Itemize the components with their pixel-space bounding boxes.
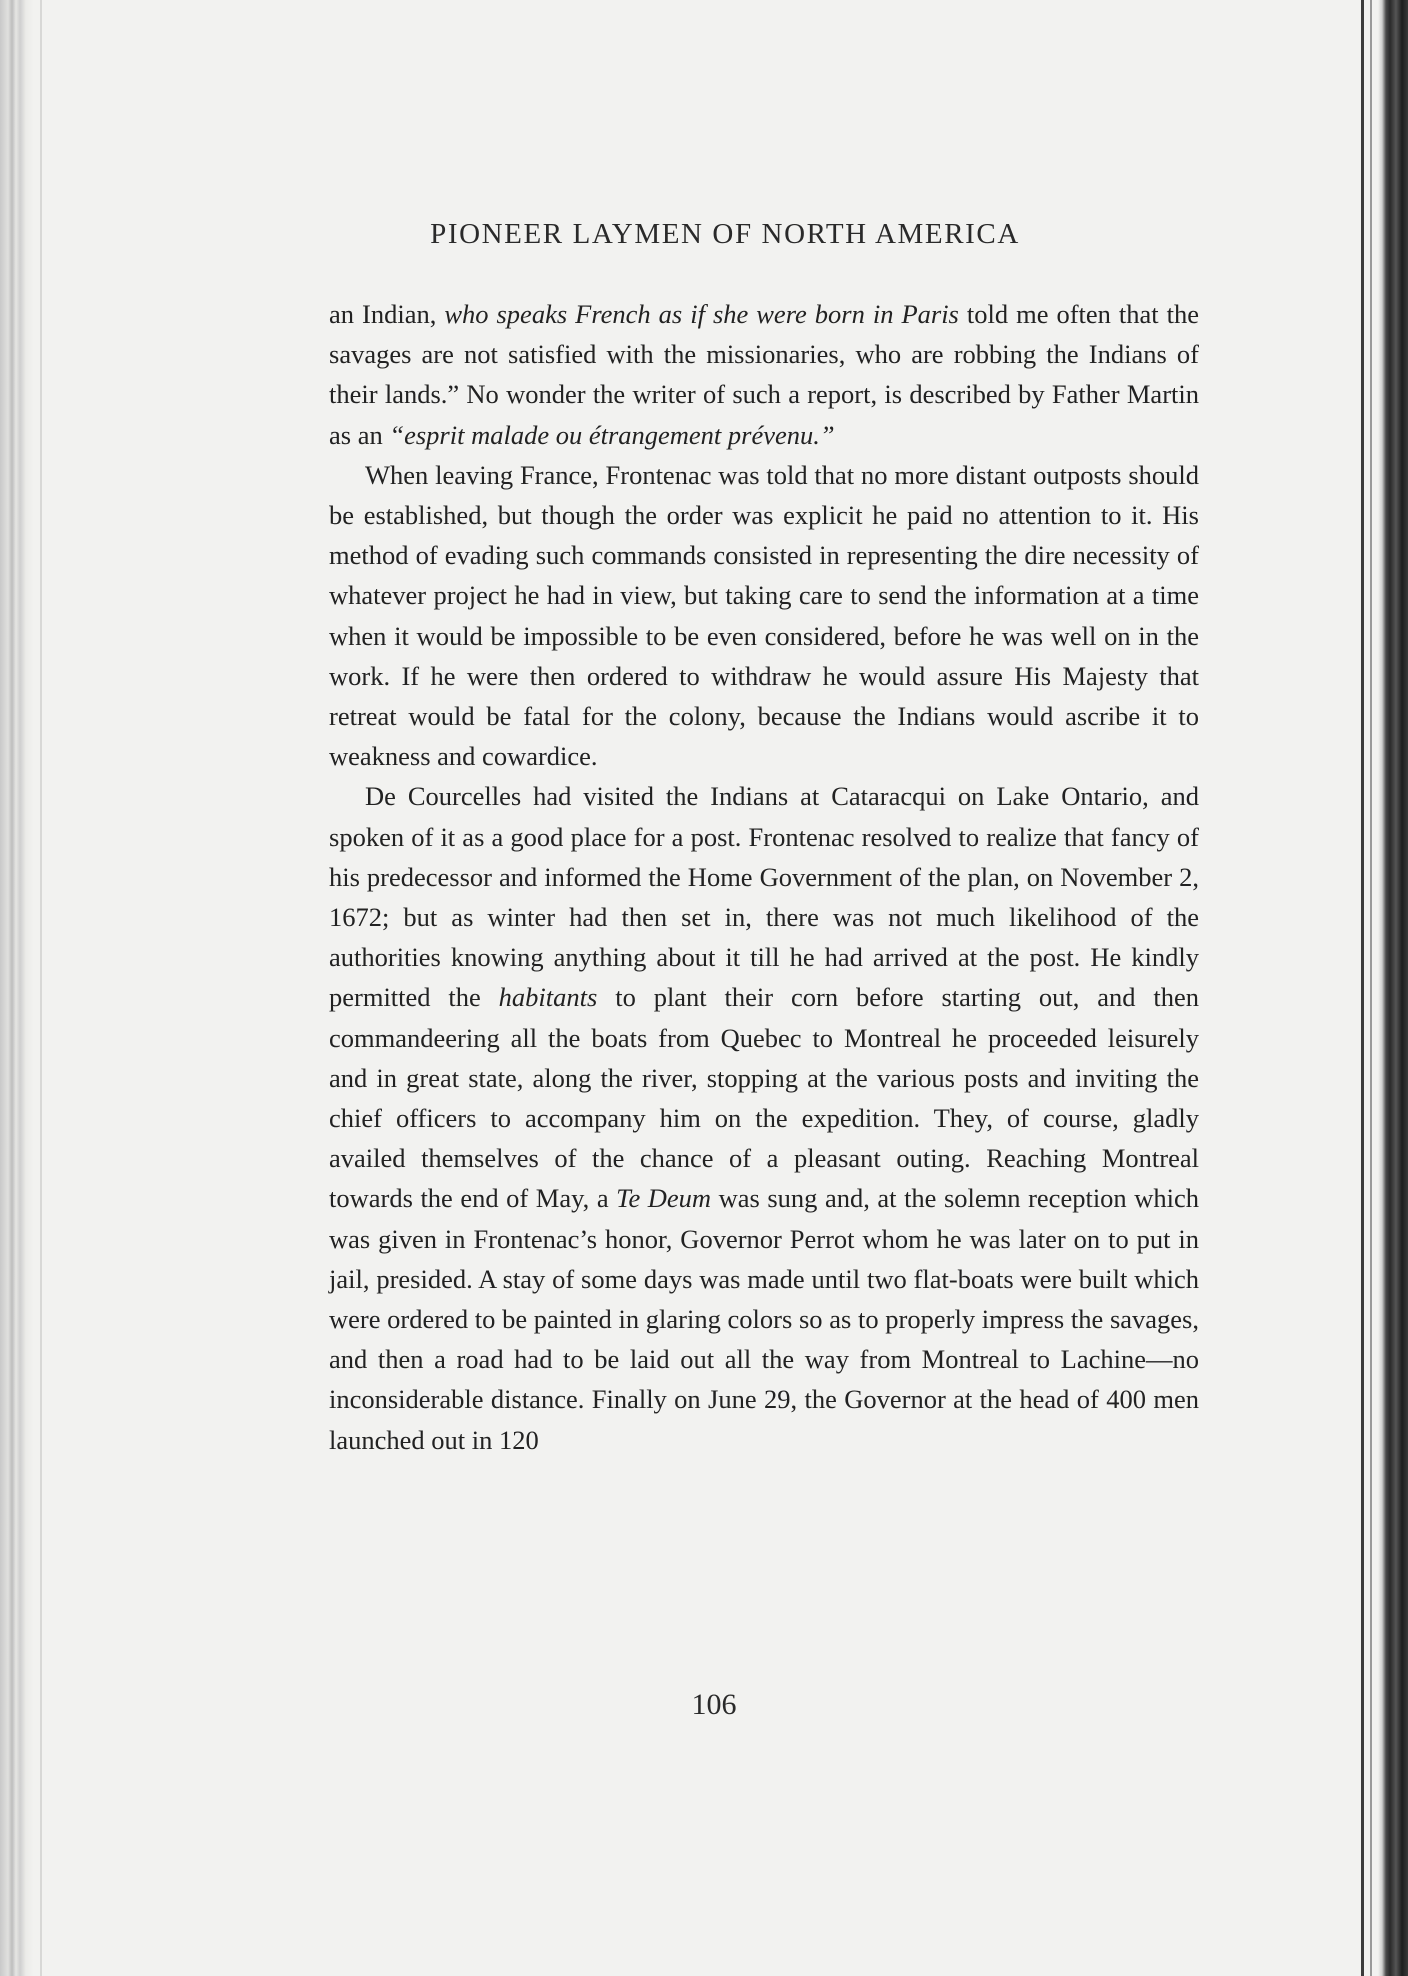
text-run: told me often that the savages are not satisfied with the missionaries, who are robbing the Indians of their lands.” No wonder the writer of such a report, is described by Father Martin as an [329, 299, 1199, 450]
italic-run: “esprit malade ou étrangement prévenu.” [389, 419, 835, 450]
paragraph-1 [329, 294, 1199, 455]
text-run: an Indian, [329, 299, 445, 329]
text-run: was sung and, at the solemn reception which was given in Frontenac’s honor, Governor Perrot whom he was later on to put in jail, presided. A stay of some days was made until two flat-boats were built which were ordered to be painted in glaring colors so as to properly impress the savages, and then a road had to be laid out all the way from Montreal to Lachine—no inconsiderable distance. Finally on June 29, the Governor at the head of 400 men launched out in 120 [329, 1183, 1199, 1455]
italic-run: who speaks French as if she were born in Paris [444, 299, 959, 329]
page-number: 106 [691, 1688, 737, 1721]
italic-run: Te Deum [616, 1183, 712, 1214]
body-text [329, 294, 1199, 1460]
text-run: When leaving France, Frontenac was told that no more distant outposts should be established, but though the order was explicit he paid no attention to it. His method of evading such commands consisted in representing the dire necessity of whatever project he had in view, but taking care to send the information at a time when it would be impossible to be even considered, before he was well on in the work. If he were then ordered to withdraw he would assure His Majesty that retreat would be fatal for the colony, because the Indians would ascribe it to weakness and cowardice. [329, 459, 1199, 772]
italic-run: habitants [498, 982, 598, 1013]
text-run: to plant their corn before starting out, and then commandeering all the boats from Quebec to Montreal he proceeded leisurely and in great state, along the river, stopping at the various posts and inviting the chief officers to accompany him on the expedition. They, of course, gladly availed themselves of the chance of a pleasant outing. Reaching Montreal towards the end of May, a [329, 982, 1199, 1214]
running-head: PIONEER LAYMEN OF NORTH AMERICA [430, 218, 1020, 250]
paragraph-2 [329, 455, 1199, 777]
paragraph-3 [329, 776, 1199, 1459]
text-run: De Courcelles had visited the Indians at Cataracqui on Lake Ontario, and spoken of it as a good place for a post. Frontenac resolved to realize that fancy of his predecessor and informed the Home Government of the plan, on November 2, 1672; but as winter had then set in, there was not much likelihood of the authorities knowing anything about it till he had arrived at the post. He kindly permitted the [329, 781, 1199, 1013]
